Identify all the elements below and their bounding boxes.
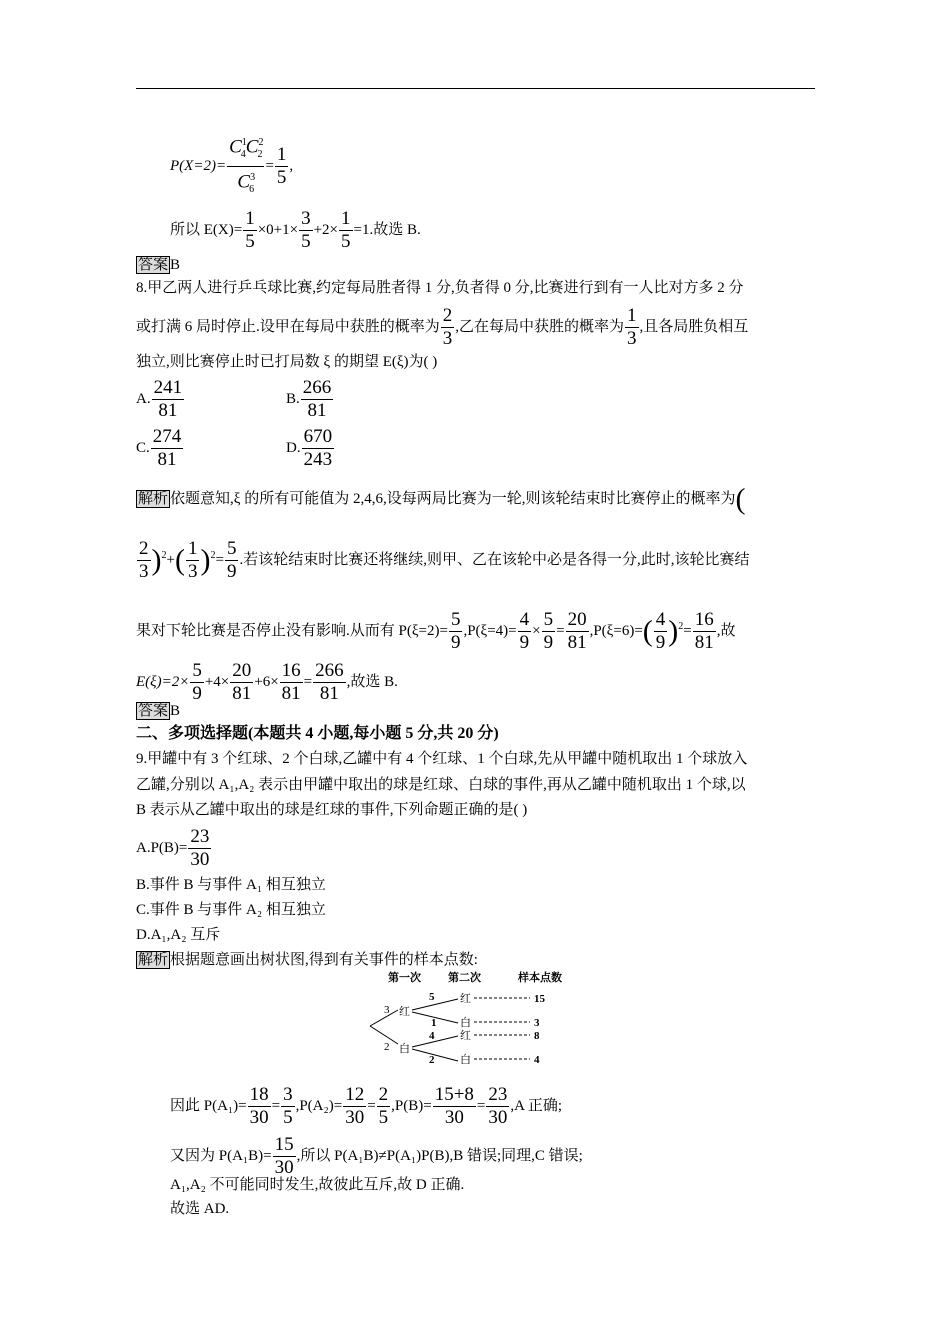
- frac-16-81b: $\frac{16}{81}$: [281, 660, 301, 704]
- frac-5-9c: $\frac{5}{9}$: [543, 609, 554, 653]
- one-fifth-fraction: $\frac{1}{5}$: [276, 144, 287, 189]
- analysis-tag: 解析: [138, 491, 169, 507]
- svg-text:白: 白: [460, 1017, 471, 1029]
- q9-line3: B 表示从乙罐中取出的球是红球的事件,下列命题正确的是( ): [136, 802, 528, 818]
- tree-diagram: [368, 968, 588, 1064]
- q8-line1: 8.甲乙两人进行乒乓球比赛,约定每局胜者得 1 分,负者得 0 分,比赛进行到有一人比对方多 2 分: [136, 280, 744, 296]
- svg-text:红: 红: [460, 1030, 471, 1042]
- frac-5-9d: $\frac{5}{9}$: [192, 660, 202, 704]
- px2-line: P(X=2)= $\frac{C^1_4C^2_2}{C^3_6}$ = $\frac{1}{5}$ ,: [170, 132, 293, 201]
- header-rule: [136, 88, 815, 89]
- combination-fraction: $\frac{C^1_4C^2_2}{C^3_6}$: [227, 132, 264, 201]
- tree-header-2: 第二次: [448, 972, 481, 984]
- tree-header-1: 第一次: [388, 972, 421, 984]
- q9-result-line4: 故选 AD.: [170, 1201, 230, 1217]
- px2-left: P(X=2)=: [170, 158, 227, 175]
- frac-18-30: $\frac{18}{30}$: [249, 1084, 269, 1128]
- frac-3-5b: $\frac{3}{5}$: [283, 1084, 293, 1128]
- answer-tag: 答案: [138, 703, 169, 719]
- section-heading: 二、多项选择题(本题共 4 小题,每小题 5 分,共 20 分): [136, 725, 499, 742]
- tree-red-1: 红: [399, 1006, 410, 1018]
- q8-option-d: D. $\frac{670}{243}$: [286, 426, 333, 470]
- svg-text:白: 白: [460, 1054, 471, 1064]
- q9-analysis-line1: 解析 根据题意画出树状图,得到有关事件的样本点数:: [138, 952, 478, 968]
- tree-white-1: 白: [399, 1043, 410, 1055]
- frac-20-81b: $\frac{20}{81}$: [232, 660, 252, 704]
- q9-option-a: A.P(B)= $\frac{23}{30}$: [136, 826, 210, 870]
- expectation-line: 所以 E(X)= $\frac{1}{5}$ ×0+1× $\frac{3}{5}$ +2× $\frac{1}{5}$ =1.故选 B.: [170, 208, 421, 252]
- q9-result-line2: 又因为 P(A₁B)= $\frac{15}{30}$ ,所以 P(A₁B)≠P(A₁)P(B),B 错误;同理,C 错误;: [170, 1134, 583, 1178]
- svg-text:2: 2: [429, 1054, 435, 1064]
- frac-2-3: $\frac{2}{3}$: [442, 305, 453, 349]
- opt-d-frac: $\frac{670}{243}$: [303, 426, 333, 470]
- svg-text:1: 1: [431, 1017, 437, 1029]
- opt-b-frac: $\frac{266}{81}$: [302, 377, 332, 421]
- q9-option-c: C.事件 B 与事件 A₂ 相互独立: [136, 902, 326, 918]
- svg-text:3: 3: [534, 1017, 540, 1029]
- q8-analysis-line4: E(ξ)=2× $\frac{5}{9}$ +4× $\frac{20}{81}$ +6× $\frac{16}{81}$ = $\frac{266}{81}$ ,故选 B.: [136, 660, 398, 704]
- q9-option-b: B.事件 B 与事件 A₁ 相互独立: [136, 877, 326, 893]
- answer-q8: 答案 B: [138, 703, 181, 719]
- frac-16-81: $\frac{16}{81}$: [694, 609, 714, 653]
- q9-result-line1: 因此 P(A₁)= $\frac{18}{30}$ = $\frac{3}{5}$ ,P(A₂)= $\frac{12}{30}$ = $\frac{2}{5}$ ,P(B)= $\frac{15+8}{30}$ = $\frac{23}{30}$ ,A 正确;: [170, 1084, 563, 1128]
- q8-option-b: B. $\frac{266}{81}$: [286, 377, 332, 421]
- frac-12-30: $\frac{12}{30}$: [345, 1084, 365, 1128]
- answer-tag: 答案: [138, 257, 169, 273]
- frac-266-81: $\frac{266}{81}$: [315, 660, 344, 704]
- q9-opt-a-frac: $\frac{23}{30}$: [190, 826, 210, 870]
- frac-3-5: $\frac{3}{5}$: [301, 208, 311, 252]
- q8-line3: 独立,则比赛停止时已打局数 ξ 的期望 E(ξ)为( ): [136, 354, 438, 370]
- frac-1-3b: $\frac{1}{3}$: [187, 538, 198, 582]
- svg-text:4: 4: [429, 1030, 435, 1042]
- svg-text:2: 2: [384, 1041, 390, 1053]
- svg-text:15: 15: [534, 993, 545, 1005]
- q9-line2: 乙罐,分别以 A₁,A₂ 表示由甲罐中取出的球是红球、白球的事件,再从乙罐中随机取出 1 个球,以: [136, 777, 746, 793]
- svg-text:5: 5: [429, 991, 435, 1003]
- frac-15-30: $\frac{15}{30}$: [274, 1134, 294, 1178]
- q9-line1: 9.甲罐中有 3 个红球、2 个白球,乙罐中有 4 个红球、1 个白球,先从甲罐中随机取出 1 个球放入: [136, 751, 748, 767]
- q8-analysis-line2: $\frac{2}{3}$ )$^2$+( $\frac{1}{3}$ )$^2$= $\frac{5}{9}$ .若该轮结束时比赛还将继续,则甲、乙在该轮中必是各得一分,此时,该轮比赛结: [139, 538, 750, 582]
- q8-line2: 或打满 6 局时停止.设甲在每局中获胜的概率为 $\frac{2}{3}$ ,乙在每局中获胜的概率为 $\frac{1}{3}$ ,且各局胜负相互: [136, 305, 749, 349]
- frac-2-5: $\frac{2}{5}$: [378, 1084, 389, 1128]
- frac-2-3b: $\frac{2}{3}$: [139, 538, 149, 582]
- answer-q7: 答案 B: [138, 257, 181, 273]
- frac-4-9: $\frac{4}{9}$: [519, 609, 530, 653]
- frac-15p8-30: $\frac{15+8}{30}$: [434, 1084, 474, 1128]
- frac-23-30: $\frac{23}{30}$: [488, 1084, 508, 1128]
- svg-text:红: 红: [460, 993, 471, 1005]
- q8-option-a: A. $\frac{241}{81}$: [136, 377, 183, 421]
- opt-a-frac: $\frac{241}{81}$: [153, 377, 183, 421]
- svg-text:3: 3: [384, 1004, 390, 1016]
- q9-option-d: D.A₁,A₂ 互斥: [136, 927, 221, 943]
- opt-c-frac: $\frac{274}{81}$: [152, 426, 182, 470]
- paren: (: [735, 482, 746, 516]
- q8-analysis-line1: 解析 依题意知,ξ 的所有可能值为 2,4,6,设每两局比赛为一轮,则该轮结束时比赛停止的概率为(: [138, 482, 746, 516]
- analysis-tag: 解析: [138, 952, 169, 968]
- frac-1-5: $\frac{1}{5}$: [245, 208, 255, 252]
- frac-4-9b: $\frac{4}{9}$: [655, 609, 666, 653]
- tree-header-3: 样本点数: [518, 972, 562, 984]
- frac-20-81: $\frac{20}{81}$: [567, 609, 587, 653]
- svg-text:4: 4: [534, 1054, 540, 1064]
- q9-result-line3: A₁,A₂ 不可能同时发生,故彼此互斥,故 D 正确.: [170, 1177, 465, 1193]
- q8-analysis-line3: 果对下轮比赛是否停止没有影响.从而有 P(ξ=2)= $\frac{5}{9}$ ,P(ξ=4)= $\frac{4}{9}$ × $\frac{5}{9}$ = $\frac{20}{81}$ ,P(ξ=6)=( $\frac{4}{9}$ )$^2$= $\frac{16}{81}$ ,故: [136, 609, 736, 653]
- frac-1-3: $\frac{1}{3}$: [627, 305, 637, 349]
- frac-5-9b: $\frac{5}{9}$: [450, 609, 461, 653]
- frac-1-5b: $\frac{1}{5}$: [341, 208, 351, 252]
- svg-text:8: 8: [534, 1030, 540, 1042]
- q8-option-c: C. $\frac{274}{81}$: [136, 426, 182, 470]
- frac-5-9: $\frac{5}{9}$: [226, 538, 237, 582]
